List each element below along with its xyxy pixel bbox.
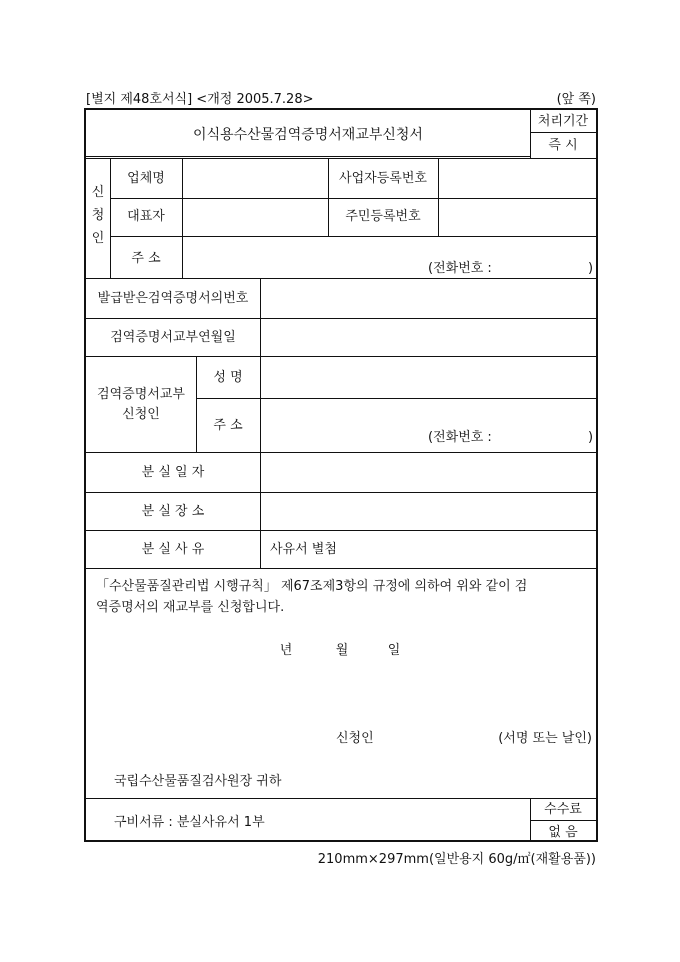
loss-place-label: 분 실 장 소 <box>141 504 205 519</box>
form-number: [별지 제48호서식] <개정 2005.7.28> <box>86 92 314 107</box>
loss-reason-value: 사유서 별첨 <box>270 542 337 557</box>
applicant-section-label-3: 인 <box>91 231 105 246</box>
signature-note: (서명 또는 날인) <box>498 731 592 746</box>
business-registration-field[interactable] <box>439 159 596 198</box>
reissue-applicant-label-2: 신청인 <box>122 407 160 422</box>
business-registration-label: 사업자등록번호 <box>339 171 427 186</box>
applicant-address-field[interactable] <box>183 237 596 278</box>
processing-period-value: 즉 시 <box>548 138 578 153</box>
loss-place-field[interactable] <box>261 493 596 530</box>
applicant-signature-label: 신청인 <box>336 731 374 746</box>
applicant-section-label-2: 청 <box>91 208 105 223</box>
required-documents: 구비서류 : 분실사유서 1부 <box>114 815 265 830</box>
loss-reason-label: 분 실 사 유 <box>141 542 205 557</box>
applicant-address-label: 주 소 <box>131 251 161 266</box>
representative-field[interactable] <box>183 199 328 236</box>
company-name-field[interactable] <box>183 159 328 198</box>
applicant-phone-close: ) <box>588 261 594 276</box>
resident-registration-field[interactable] <box>439 199 596 236</box>
certificate-issue-date-label: 검역증명서교부연월일 <box>110 330 236 345</box>
date-year: 년 <box>279 643 293 658</box>
applicant-section-label-1: 신 <box>91 185 105 200</box>
reissue-applicant-label-1: 검역증명서교부 <box>97 387 185 402</box>
reissue-phone-close: ) <box>588 430 594 445</box>
processing-period-label: 처리기간 <box>537 114 589 129</box>
reissue-name-field[interactable] <box>261 357 596 398</box>
representative-label: 대표자 <box>127 209 165 224</box>
reissue-phone-label: (전화번호 : <box>428 430 492 445</box>
applicant-phone-label: (전화번호 : <box>428 261 492 276</box>
certificate-number-field[interactable] <box>261 279 596 318</box>
loss-date-label: 분 실 일 자 <box>141 465 205 480</box>
company-name-label: 업체명 <box>127 171 165 186</box>
form-title: 이식용수산물검역증명서재교부신청서 <box>193 127 423 143</box>
application-form <box>84 108 598 842</box>
reissue-address-label: 주 소 <box>213 418 243 433</box>
form-header <box>84 88 598 106</box>
statement-line-1: 「수산물품질관리법 시행규칙」 제67조제3항의 규정에 의하여 위와 같이 검 <box>96 579 528 594</box>
addressee: 국립수산물품질검사원장 귀하 <box>114 774 282 789</box>
resident-registration-label: 주민등록번호 <box>345 209 421 224</box>
fee-value: 없 음 <box>548 825 578 840</box>
paper-spec: 210mm×297mm(일반용지 60g/㎡(재활용품)) <box>317 852 596 867</box>
page-side: (앞 쪽) <box>556 92 596 107</box>
reissue-name-label: 성 명 <box>213 370 243 385</box>
certificate-number-label: 발급받은검역증명서의번호 <box>97 291 249 306</box>
date-day: 일 <box>387 643 401 658</box>
certificate-issue-date-field[interactable] <box>261 319 596 356</box>
statement-line-2: 역증명서의 재교부를 신청합니다. <box>96 600 285 615</box>
fee-label: 수수료 <box>544 802 582 817</box>
date-month: 월 <box>335 643 349 658</box>
loss-date-field[interactable] <box>261 453 596 492</box>
